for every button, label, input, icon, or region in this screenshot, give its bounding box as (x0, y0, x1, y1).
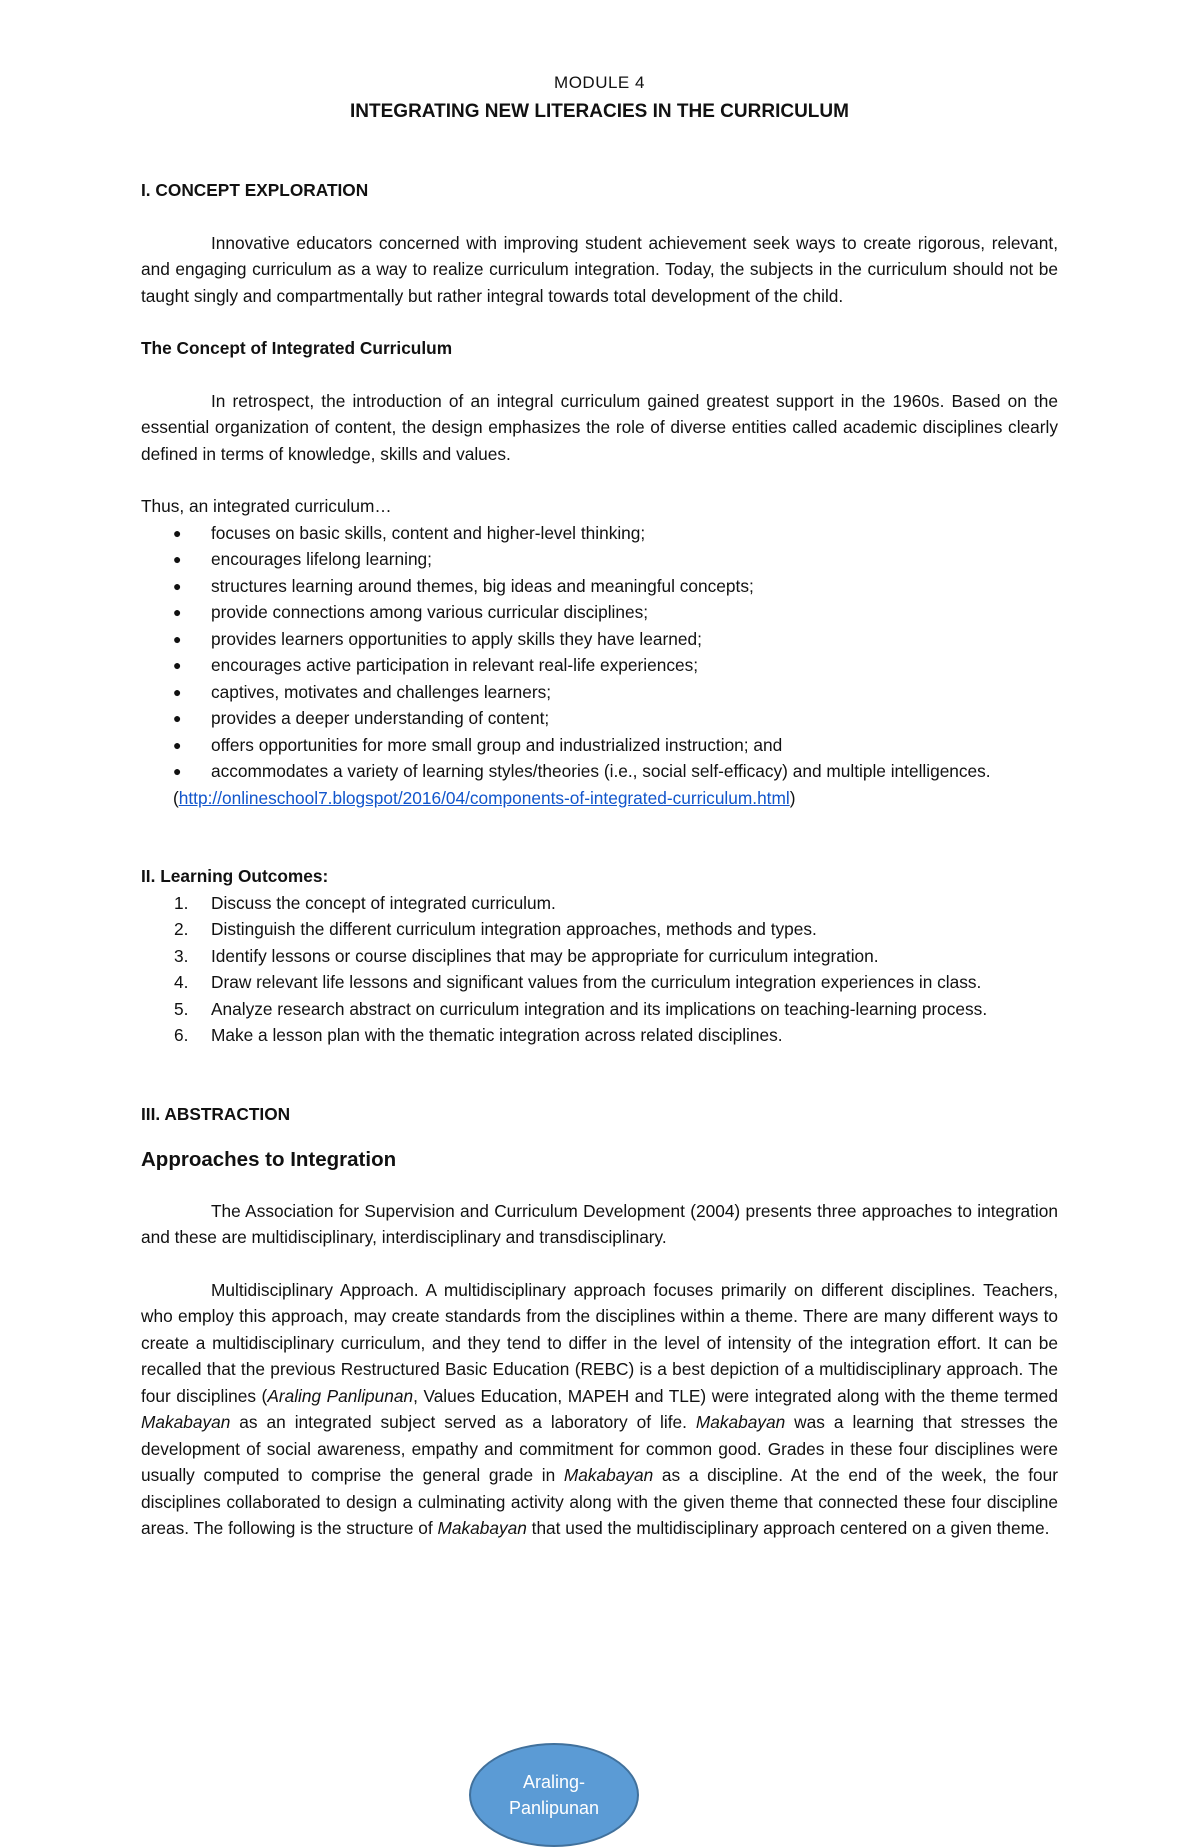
list-item (141, 890, 1058, 917)
source-citation (141, 785, 1058, 812)
bullet-icon: ● (173, 577, 182, 594)
list-number: 6. (174, 1025, 189, 1045)
integrated-curriculum-bullets (141, 520, 1058, 785)
list-item-text: accommodates a variety of learning styles/theories (i.e., social self-efficacy) and multiple intelligences. (211, 761, 991, 781)
list-item-text: offers opportunities for more small group and industrialized instruction; and (211, 734, 783, 755)
bullet-icon: ● (173, 604, 182, 620)
thus-line: Thus, an integrated curriculum… (141, 496, 392, 516)
retrospect-paragraph: In retrospect, the introduction of an integral curriculum gained greatest support in the 1960s. Based on the essential organization of content, the design emphasizes the role of diverse entities called academic disciplines clearly defined in terms of knowledge, skills and values. (141, 390, 1058, 464)
document-page (141, 70, 1058, 1542)
list-item (141, 652, 1058, 679)
document-title: INTEGRATING NEW LITERACIES IN THE CURRICULUM (350, 100, 849, 122)
emphasis-text: Makabayan (437, 1518, 527, 1538)
list-item-text: focuses on basic skills, content and higher-level thinking; (211, 522, 646, 543)
list-item (141, 732, 1058, 759)
list-item (141, 916, 1058, 943)
list-item-text: structures learning around themes, big ideas and meaningful concepts; (211, 575, 754, 596)
bullet-icon: ● (173, 710, 182, 726)
list-item (141, 996, 1058, 1023)
paragraph-text: as an integrated subject served as a laboratory of life. (230, 1412, 696, 1432)
oval-label: Araling-Panlipunan (508, 1772, 600, 1818)
paragraph-text: Multidisciplinary Approach. A multidisciplinary approach focuses primarily on different disciplines. Teachers, who employ this approach, may create standards from the disciplines within a theme. There are many different ways to create a multidisciplinary curriculum, and they tend to differ in the level of intensity of the integration effort. It can be recalled that the previous Restructured Basic Education (REBC) is a best depiction of a multidisciplinary approach. The four disciplines ( (141, 1279, 1058, 1406)
intro-paragraph: Innovative educators concerned with improving student achievement seek ways to create rigorous, relevant, and engaging curriculum as a way to realize curriculum integration. Today, the subjects in the curriculum should not be taught singly and compartmentally but rather integral towards total development of the child. (141, 232, 1058, 306)
emphasis-text: Makabayan (141, 1412, 231, 1432)
paragraph-text: that used the multidisciplinary approach centered on a given theme. (526, 1518, 1050, 1538)
bullet-icon: ● (173, 524, 182, 541)
list-item-text: Distinguish the different curriculum integration approaches, methods and types. (211, 919, 817, 939)
bullet-icon: ● (173, 763, 182, 779)
multidisciplinary-paragraph (141, 1277, 1058, 1542)
paragraph-text: was a learning that stresses the development of social awareness, empathy and commitment for common good. Grades in these four disciplines were usually computed to comprise the general grade in (141, 1412, 1058, 1485)
paragraph-text: as a discipline. At the end of the week, the four disciplines collaborated to design a culminating activity along with the given theme that connected these four discipline areas. The following is the structure of (141, 1465, 1059, 1538)
list-item-text: Analyze research abstract on curriculum integration and its implications on teaching-learning process. (211, 998, 988, 1019)
list-number: 4. (174, 972, 189, 992)
list-number: 3. (174, 945, 189, 966)
list-item-text: Draw relevant life lessons and significant values from the curriculum integration experiences in class. (211, 972, 982, 992)
citation-close-paren: ) (789, 787, 796, 808)
subheading-integrated-curriculum: The Concept of Integrated Curriculum (141, 338, 453, 358)
araling-panlipunan-oval (469, 1743, 639, 1847)
bullet-icon: ● (173, 736, 182, 753)
emphasis-text: Makabayan (695, 1412, 786, 1432)
module-label: MODULE 4 (554, 73, 645, 92)
bullet-icon: ● (173, 657, 182, 673)
ascd-paragraph: The Association for Supervision and Curriculum Development (2004) presents three approaches to integration and these are multidisciplinary, interdisciplinary and transdisciplinary. (141, 1200, 1058, 1247)
bullet-icon: ● (173, 551, 182, 567)
list-item-text: encourages active participation in relevant real-life experiences; (211, 655, 699, 675)
list-item (141, 520, 1058, 547)
list-item (141, 546, 1058, 573)
list-item-text: provides learners opportunities to apply skills they have learned; (211, 628, 702, 649)
list-number: 2. (174, 919, 189, 939)
list-item (141, 1022, 1058, 1049)
list-item-text: Identify lessons or course disciplines that may be appropriate for curriculum integration. (211, 945, 879, 966)
list-item-text: Discuss the concept of integrated curriculum. (211, 892, 556, 913)
learning-outcomes-list (141, 890, 1058, 1049)
bullet-icon: ● (173, 630, 182, 647)
list-item-text: provide connections among various curricular disciplines; (211, 602, 649, 622)
list-number: 5. (174, 998, 189, 1019)
list-item-text: captives, motivates and challenges learners; (211, 681, 552, 702)
source-link[interactable]: http://onlineschool7.blogspot/2016/04/components-of-integrated-curriculum.html (178, 787, 790, 808)
emphasis-text: Makabayan (563, 1465, 654, 1485)
list-item (141, 573, 1058, 600)
list-item (141, 758, 1058, 785)
list-item-text: encourages lifelong learning; (211, 549, 432, 569)
list-item (141, 626, 1058, 653)
paragraph-text: , Values Education, MAPEH and TLE) were integrated along with the theme termed (413, 1385, 1059, 1406)
section-heading-learning-outcomes: II. Learning Outcomes: (141, 866, 329, 886)
list-item (141, 705, 1058, 732)
list-item (141, 679, 1058, 706)
section-heading-concept-exploration: I. CONCEPT EXPLORATION (141, 180, 369, 200)
bullet-icon: ● (173, 683, 182, 700)
approaches-heading: Approaches to Integration (141, 1148, 397, 1171)
list-item (141, 969, 1058, 996)
list-item (141, 599, 1058, 626)
citation-open-paren: ( (173, 787, 179, 808)
list-item-text: provides a deeper understanding of content; (211, 708, 550, 728)
emphasis-text: Araling Panlipunan (267, 1385, 414, 1406)
list-number: 1. (174, 892, 189, 913)
section-heading-abstraction: III. ABSTRACTION (141, 1103, 291, 1124)
list-item-text: Make a lesson plan with the thematic integration across related disciplines. (211, 1025, 783, 1045)
list-item (141, 943, 1058, 970)
